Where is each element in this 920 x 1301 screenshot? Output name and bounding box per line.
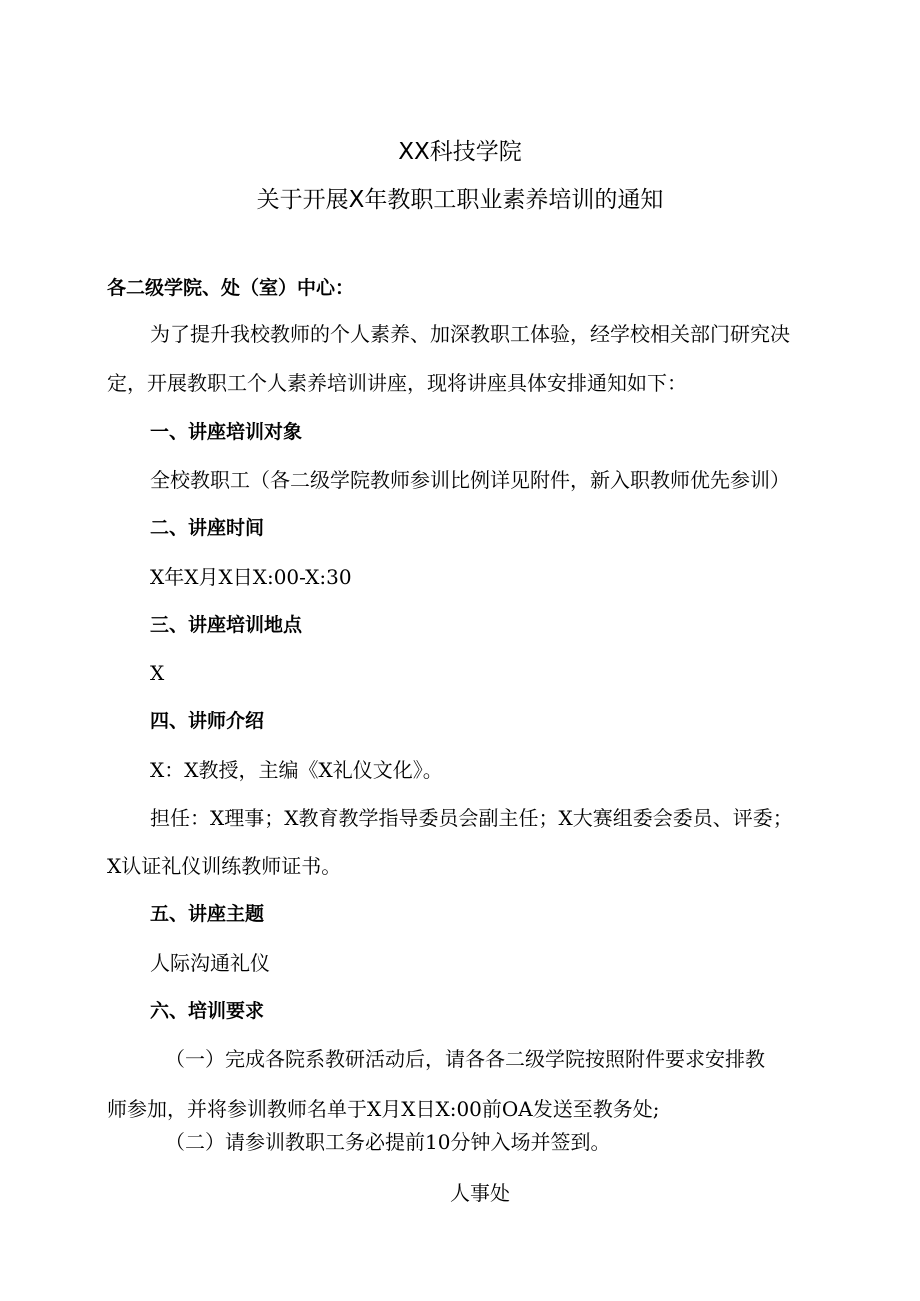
section-content-target: 全校教职工（各二级学院教师参训比例详见附件，新入职教师优先参训）: [150, 468, 790, 492]
section-heading-lecturer: 四、讲师介绍: [150, 710, 265, 732]
section-content-topic: 人际沟通礼仪: [150, 951, 270, 975]
section-heading-time: 二、讲座时间: [150, 517, 265, 539]
section-content-time: X年X月X日X:00-X:30: [150, 565, 352, 589]
lecturer-line-3: X认证礼仪训练教师证书。: [107, 854, 342, 878]
salutation: 各二级学院、处（室）中心：: [107, 277, 355, 299]
requirement-1-line-1: （一）完成各院系教研活动后，请各各二级学院按照附件要求安排教: [165, 1047, 765, 1071]
section-content-location: X: [150, 661, 165, 685]
requirement-2: （二）请参训教职工务必提前10分钟入场并签到。: [165, 1130, 611, 1154]
intro-line-1: 为了提升我校教师的个人素养、加深教职工体验，经学校相关部门研究决: [150, 322, 790, 346]
section-heading-location: 三、讲座培训地点: [150, 614, 303, 636]
requirement-1-line-2: 师参加，并将参训教师名单于X月X日X:00前OA发送至教务处;: [107, 1097, 660, 1121]
lecturer-line-1: X：X教授，主编《X礼仪文化》。: [150, 758, 443, 782]
notice-title: 关于开展X年教职工职业素养培训的通知: [256, 187, 664, 213]
section-heading-target: 一、讲座培训对象: [150, 421, 303, 443]
lecturer-line-2: 担任：X理事；X教育教学指导委员会副主任；X大赛组委会委员、评委；: [150, 806, 793, 830]
intro-line-2: 定，开展教职工个人素养培训讲座，现将讲座具体安排通知如下：: [107, 371, 687, 395]
section-heading-requirements: 六、培训要求: [150, 1000, 265, 1022]
signature-department: 人事处: [450, 1181, 510, 1205]
school-name: XX科技学院: [398, 139, 522, 165]
section-heading-topic: 五、讲座主题: [150, 903, 265, 925]
